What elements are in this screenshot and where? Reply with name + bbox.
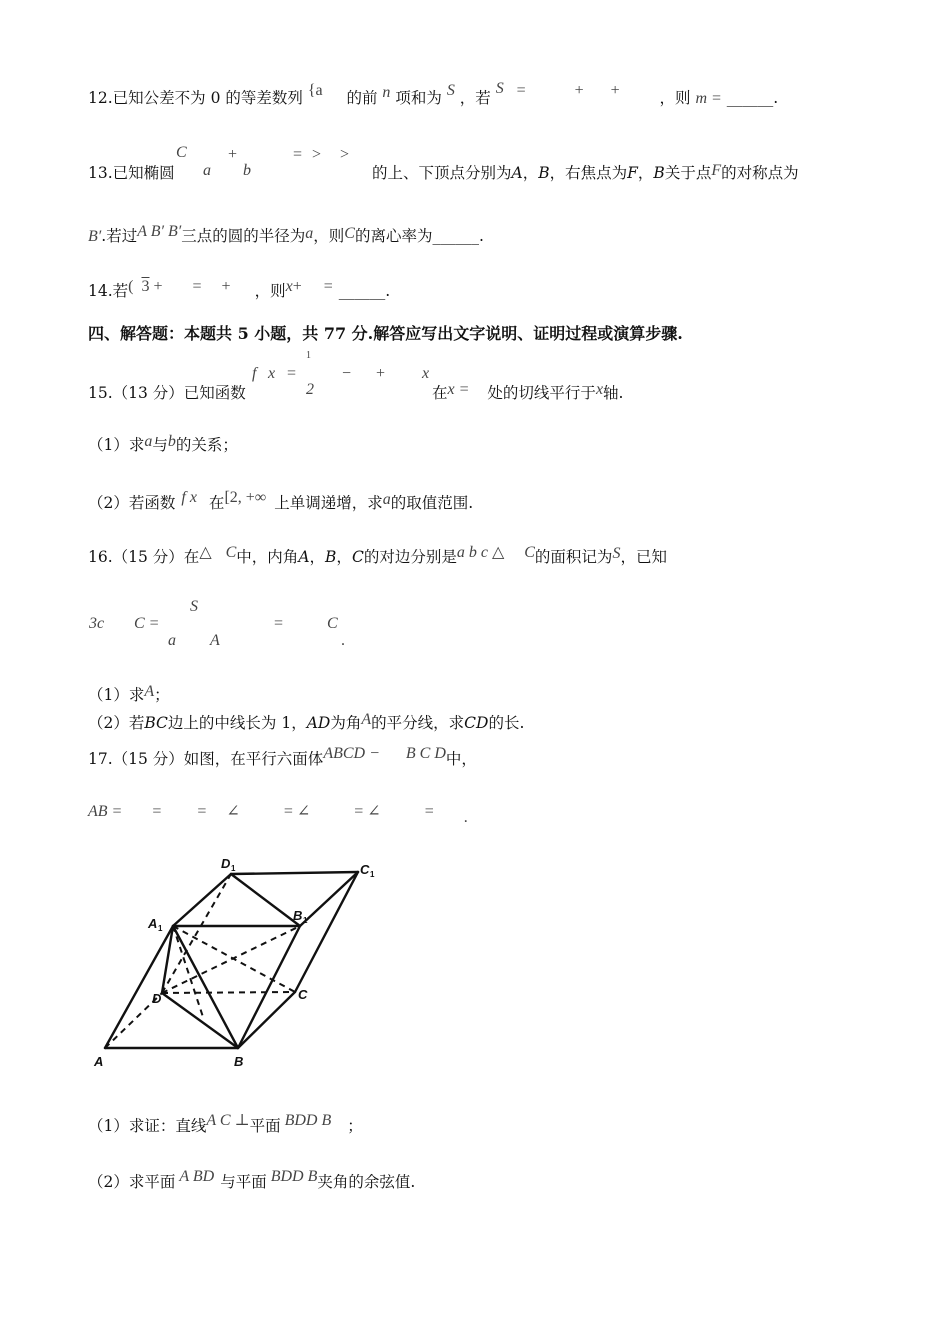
q16-p2-text2: 边上的中线长为 1， (167, 714, 307, 732)
edge-D-B (162, 993, 238, 1048)
q15-p2-in: 在 (208, 494, 225, 512)
q12-eq: = (516, 82, 526, 99)
q16-C2: C (524, 544, 535, 561)
q14-eq2: = (323, 278, 333, 295)
q15-p2-f: f x (181, 489, 197, 506)
parallelepiped-svg (88, 850, 388, 1080)
edge-B-C (238, 992, 295, 1048)
q17-cond-eq1: = (152, 803, 162, 820)
q12-text1: 12.已知公差不为 0 的等差数列 (88, 89, 303, 107)
q16-A: A (298, 548, 310, 566)
label-C: C (298, 987, 308, 1002)
q15-x-eq: x = (447, 381, 470, 398)
q17-head (88, 745, 477, 770)
q15-half-num: 1 (306, 350, 311, 361)
q15-p2-interval: [2, +∞ (224, 489, 267, 506)
q17-p1-tail: ； (347, 1117, 363, 1135)
q15-right (432, 383, 623, 404)
q13-line2 (88, 223, 484, 247)
q16-p1-tail: ； (154, 686, 170, 704)
q16-head-text: 16.（15 分）在 (88, 548, 200, 566)
q13-line2-t2: 三点的圆的半径为 (181, 227, 306, 245)
q14-plus3: + (292, 278, 302, 295)
q13-B2: B (653, 164, 665, 182)
q14-x: x (285, 278, 293, 295)
q15-p2-mid: 上单调递增，求 (274, 494, 383, 512)
q15-head: 15.（13 分）已知函数 (88, 384, 246, 402)
label-B1: B (293, 908, 303, 923)
q16-c1: ， (309, 548, 326, 566)
q13-comma1: ， (522, 164, 539, 182)
q12-text2: 的前 (346, 89, 378, 107)
q17-cond-eq3: = ∠ (283, 803, 311, 820)
q16-S: S (612, 545, 621, 562)
q12-line (88, 80, 779, 109)
q16-head (88, 544, 667, 568)
q16-B: B (325, 548, 337, 566)
q13-line1-right (372, 163, 799, 184)
q13-text1: 13.已知椭圆 (88, 164, 175, 182)
q17-cond-AB: AB = (88, 803, 123, 820)
q15-p1-label: （1）求 (88, 436, 145, 454)
q13-B: B (538, 164, 550, 182)
q17-p2-ABD: A BD (179, 1168, 215, 1185)
q16-f-S: S (190, 598, 198, 615)
label-D1-sub: 1 (231, 864, 236, 873)
q13-F2: F (711, 162, 722, 179)
q16-t1: 中，内角 (236, 548, 299, 566)
q16-p2-text5: 的长. (488, 714, 525, 732)
q13-line1-left (88, 163, 175, 183)
parallelepiped-figure (88, 850, 388, 1080)
q16-p2-CD: CD (464, 714, 489, 732)
q13-line2-a: a (305, 225, 314, 242)
q15-half-den: 2 (306, 381, 314, 398)
q15-p1-tail: 的关系； (175, 436, 238, 454)
q15-axis-x: x (595, 381, 604, 398)
q13-line2-t1: .若过 (101, 227, 138, 245)
q16-p1 (88, 685, 170, 706)
q15-tail: 处的切线平行于 (487, 384, 596, 402)
q13-comma2: ， (637, 164, 654, 182)
q17-p1-AC: A C ⊥ (206, 1112, 250, 1129)
q17-p2-tail: 夹角的余弦值. (317, 1173, 416, 1191)
q16-f-3c: 3c (89, 615, 105, 632)
label-B: B (234, 1054, 244, 1069)
q13-line2-B: B′ (88, 228, 102, 245)
q12-text5: ，则 (659, 89, 691, 107)
q12-m-eq: m = (695, 90, 722, 107)
q13-eq: = (293, 146, 303, 163)
q16-p1-A: A (144, 683, 155, 700)
q12-n: n (382, 84, 391, 101)
label-D: D (152, 991, 162, 1006)
q13-frac-a: a (203, 162, 211, 179)
edge-C1-C (295, 872, 358, 992)
q15-plus: + (376, 365, 386, 382)
q16-p2-text3: 为角 (330, 714, 362, 732)
q12-text3: 项和为 (395, 89, 442, 107)
label-D1: D (221, 856, 231, 871)
dash-D-C (162, 992, 295, 993)
q16-t3: 的面积记为 (534, 548, 613, 566)
q15-p1-a: a (144, 433, 153, 450)
q16-p2-BC: BC (144, 714, 168, 732)
q14-paren: ( (128, 278, 134, 295)
q16-p2 (88, 713, 524, 734)
q12-S: S (446, 82, 455, 99)
q16-f-dot: . (341, 632, 345, 649)
q16-tri2: △ (491, 544, 505, 561)
q14-text2: ，则 (254, 282, 286, 300)
q16-p2-AD: AD (306, 714, 331, 732)
q15-p2 (88, 489, 474, 514)
q16-t4: ，已知 (620, 548, 667, 566)
label-A: A (94, 1054, 104, 1069)
q16-abc: a b c (456, 544, 488, 561)
q13-F: F (627, 164, 638, 182)
q15-at: 在 (432, 384, 448, 402)
q17-p1-BDDB: BDD B (284, 1112, 332, 1129)
edge-D1-B1 (231, 874, 303, 926)
dash-D-B1 (162, 926, 300, 993)
q13-plus: + (228, 146, 238, 163)
q12-text4: ，若 (459, 89, 491, 107)
q14-sqrt3: 3 (141, 278, 150, 295)
q14-plus2: + (221, 278, 231, 295)
label-A1-sub: 1 (158, 924, 163, 933)
q15-eq: = (287, 365, 297, 382)
q17-cond-dot: . (463, 809, 468, 826)
q15-p2-label: （2）若函数 (88, 494, 176, 512)
label-C1-sub: 1 (370, 870, 375, 879)
q14-text1: 14.若 (88, 282, 129, 300)
q13-line2-blank: ______. (432, 227, 484, 245)
edge-D1-C1 (231, 872, 358, 874)
q16-p2-text1: （2）若 (88, 714, 145, 732)
q16-f-eq: = (274, 615, 284, 632)
q16-f-C2: C (327, 615, 338, 632)
q15-tail2: 轴. (603, 384, 624, 402)
edge-B1-B (238, 926, 300, 1048)
q17-cond (88, 801, 468, 826)
q17-tail: 中， (445, 750, 477, 768)
q16-C: C (351, 548, 364, 566)
q17-body2: B C D (405, 745, 446, 762)
q17-p1-plane: 平面 (249, 1117, 281, 1135)
q16-t2: 的对边分别是 (363, 548, 457, 566)
q12-seq: {a (307, 82, 323, 99)
q13-C: C (176, 144, 187, 161)
q17-cond-eq2: = (197, 803, 207, 820)
q16-p2-A: A (361, 711, 372, 728)
q17-head-text: 17.（15 分）如图，在平行六面体 (88, 750, 324, 768)
q12-plus1: + (574, 82, 584, 99)
q15-p1-mid: 与 (152, 436, 168, 454)
label-C1: C (360, 862, 370, 877)
q15-p1 (88, 435, 238, 456)
q17-p2 (88, 1168, 416, 1193)
q17-cond-eq4: = ∠ (354, 803, 381, 820)
section4-title: 四、解答题：本题共 5 小题，共 77 分.解答应写出文字说明、证明过程或演算步骤. (88, 324, 683, 343)
q15-f: f (252, 365, 257, 382)
q14-eq: = (192, 278, 202, 295)
q13-line2-t4: 的离心率为 (354, 227, 433, 245)
q17-p2-BDDB: BDD B (270, 1168, 318, 1185)
q16-p1-label: （1）求 (88, 686, 145, 704)
q14-plus1: + (153, 278, 163, 295)
q17-p2-mid: 与平面 (220, 1173, 267, 1191)
q13-frac-b: b (243, 162, 251, 179)
edge-C1-B1 (300, 872, 358, 926)
q17-p1-label: （1）求证：直线 (88, 1117, 207, 1135)
q13-text4: 关于点 (664, 164, 712, 182)
q14-blank: ______. (338, 282, 391, 300)
q12-plus2: + (610, 82, 620, 99)
q13-gt2: > (340, 146, 350, 163)
q15-minus: − (342, 365, 352, 382)
label-B1-sub: 1 (303, 916, 308, 925)
q16-C1: C (225, 544, 237, 561)
q15-p1-b: b (167, 433, 176, 450)
q13-line2-C: C (344, 225, 355, 242)
q16-p2-text4: 的平分线，求 (371, 714, 465, 732)
q12-S2: S (495, 80, 504, 97)
edge-A1-D1 (173, 874, 231, 926)
q16-f-A: A (210, 632, 220, 649)
q17-p2-label: （2）求平面 (88, 1173, 176, 1191)
q13-A: A (511, 164, 523, 182)
q17-cond-ang1: ∠ (226, 803, 240, 820)
q14-line (88, 278, 391, 302)
q13-text5: 的对称点为 (721, 164, 799, 182)
q17-p1 (88, 1112, 363, 1137)
q13-line2-ABB: A B′ B′ (137, 223, 182, 240)
q15-x: x (268, 365, 276, 382)
q17-body: ABCD − (323, 745, 380, 762)
q15-x2: x (422, 365, 430, 382)
q16-f-C: C = (134, 615, 160, 632)
q16-tri: △ (199, 544, 212, 561)
q15-p2-a: a (382, 491, 391, 508)
q13-text3: ，右焦点为 (549, 164, 628, 182)
q15-p2-tail: 的取值范围. (390, 494, 474, 512)
q13-gt1: > (312, 146, 322, 163)
q13-line2-t3: ，则 (313, 227, 345, 245)
q17-cond-eq5: = (424, 803, 434, 820)
q16-c2: ， (336, 548, 352, 566)
q12-blank: ______. (726, 89, 779, 107)
q13-text2: 的上、下顶点分别为 (372, 164, 512, 182)
label-A1: A (148, 916, 158, 931)
q16-f-a: a (168, 632, 176, 649)
